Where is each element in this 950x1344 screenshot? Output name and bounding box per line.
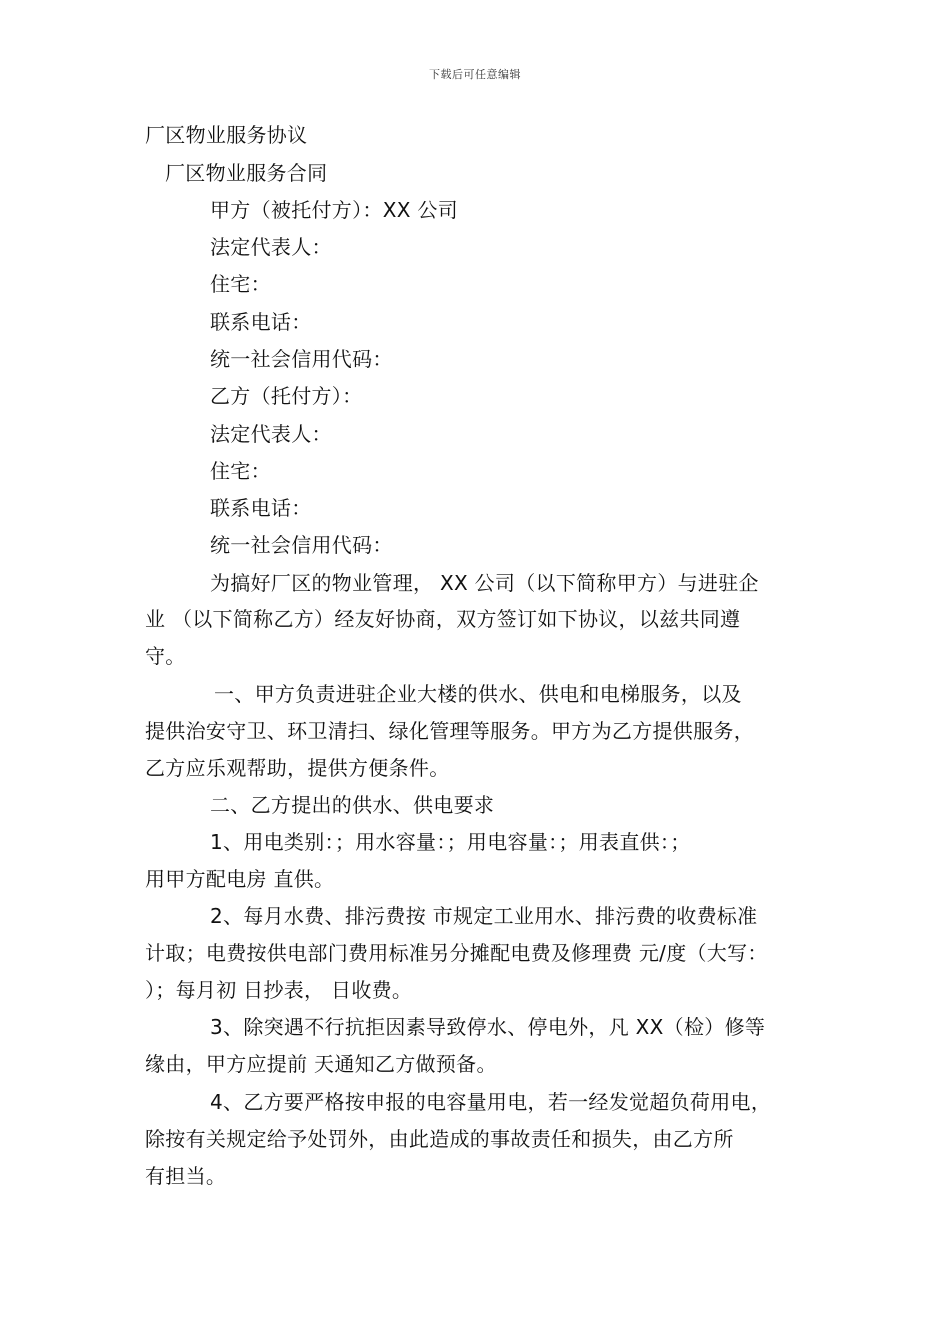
page-header-note: 下载后可任意编辑 (429, 68, 521, 81)
item4-line: 4、乙方要严格按申报的电容量用电，若一经发觉超负荷用电， (210, 1090, 772, 1114)
party-b-credit-code: 统一社会信用代码： (210, 533, 393, 557)
party-b-label: 乙方（托付方）： (210, 384, 363, 408)
item4-line: 除按有关规定给予处罚外，由此造成的事故责任和损失，由乙方所 (145, 1127, 734, 1151)
clause1-line: 乙方应乐观帮助，提供方便条件。 (145, 756, 450, 780)
item3-line: 3、除突遇不行抗拒因素导致停水、停电外，凡 XX（检）修等 (210, 1015, 766, 1039)
item3-line: 缘由，甲方应提前 天通知乙方做预备。 (145, 1052, 497, 1076)
party-b-legal-rep: 法定代表人： (210, 422, 332, 446)
party-a-phone: 联系电话： (210, 310, 312, 334)
party-a-label: 甲方（被托付方）：XX 公司 (210, 198, 458, 222)
item4-line: 有担当。 (145, 1164, 227, 1188)
party-b-phone: 联系电话： (210, 496, 312, 520)
item2-line: 2、每月水费、排污费按 市规定工业用水、排污费的收费标准 (210, 904, 758, 928)
party-b-address: 住宅： (210, 459, 271, 483)
intro-line: 为搞好厂区的物业管理， XX 公司（以下简称甲方）与进驻企 (210, 571, 759, 595)
clause2-heading: 二、乙方提出的供水、供电要求 (210, 793, 495, 817)
party-a-legal-rep: 法定代表人： (210, 235, 332, 259)
intro-line: 业 （以下简称乙方）经友好协商，双方签订如下协议，以兹共同遵 (145, 607, 741, 631)
party-a-credit-code: 统一社会信用代码： (210, 347, 393, 371)
item1-line: 用甲方配电房 直供。 (145, 867, 335, 891)
party-a-address: 住宅： (210, 272, 271, 296)
item2-line: 计取；电费按供电部门费用标准另分摊配电费及修理费 元/度（大写： (145, 941, 768, 965)
document-subtitle: 厂区物业服务合同 (165, 161, 328, 185)
clause1-line: 提供治安守卫、环卫清扫、绿化管理等服务。甲方为乙方提供服务， (145, 719, 754, 743)
intro-line: 守。 (145, 644, 186, 668)
item2-line: ）；每月初 日抄表， 日收费。 (145, 978, 413, 1002)
document-title: 厂区物业服务协议 (145, 123, 308, 147)
clause1-line: 一、甲方负责进驻企业大楼的供水、供电和电梯服务，以及 (214, 682, 742, 706)
item1-line: 1、用电类别：；用水容量：；用电容量：；用表直供：； (210, 830, 691, 854)
